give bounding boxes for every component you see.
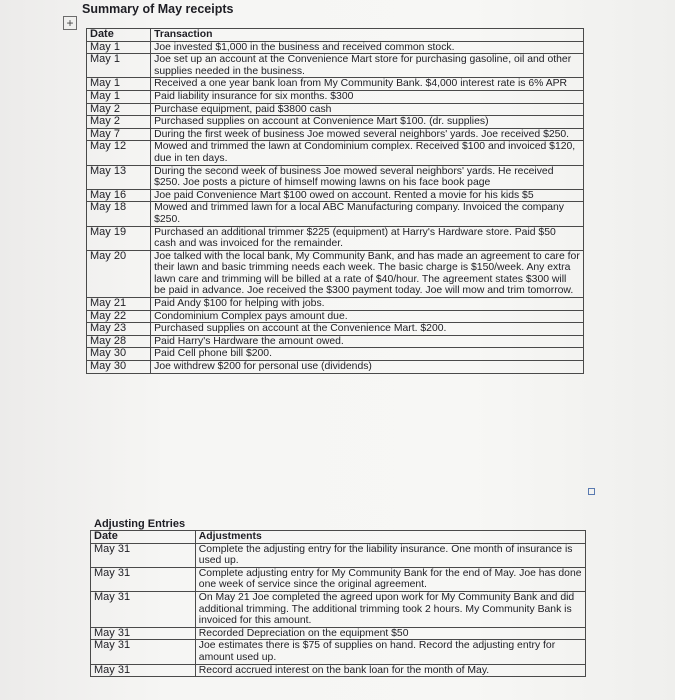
- table-move-handle-icon[interactable]: +: [63, 16, 77, 30]
- row-date: May 16: [87, 189, 151, 202]
- row-text: Mowed and trimmed the lawn at Condominium complex. Received $100 and invoiced $120, due in ten days.: [151, 141, 584, 165]
- table-row: [87, 335, 584, 348]
- row-date: May 19: [87, 226, 151, 250]
- table-row: [87, 128, 584, 141]
- row-date: May 22: [87, 310, 151, 323]
- row-date: May 31: [91, 664, 196, 677]
- table-row: [87, 54, 584, 78]
- page-title: Summary of May receipts: [82, 2, 234, 16]
- row-text: Paid Andy $100 for helping with jobs.: [151, 298, 584, 311]
- row-text: Paid liability insurance for six months. $300: [151, 90, 584, 103]
- row-text: Joe set up an account at the Convenience Mart store for purchasing gasoline, oil and other supplies needed in the business.: [151, 54, 584, 78]
- table-row: [87, 78, 584, 91]
- row-text: Joe talked with the local bank, My Community Bank, and has made an agreement to care for their lawn and basic trimming needs each week. The basic charge is $150/week. Any extra lawn care and trimming will be billed at a rate of $40/hour. The agreement states $300 will be paid in advance. Joe received the $300 payment today. Joe will mow and trim tomorrow.: [151, 250, 584, 297]
- row-text: During the second week of business Joe mowed several neighbors' yards. He received $250. Joe posts a picture of himself mowing lawns on his face book page: [151, 165, 584, 189]
- row-date: May 18: [87, 202, 151, 226]
- table-row: [87, 103, 584, 116]
- row-text: Condominium Complex pays amount due.: [151, 310, 584, 323]
- table-row: [87, 310, 584, 323]
- table-row: [87, 189, 584, 202]
- table-row: [87, 90, 584, 103]
- row-date: May 20: [87, 250, 151, 297]
- table-row: [91, 591, 586, 627]
- row-text: Joe withdrew $200 for personal use (dividends): [151, 361, 584, 374]
- row-text: Purchased an additional trimmer $225 (equipment) at Harry's Hardware store. Paid $50 cash and was invoiced for the remainder.: [151, 226, 584, 250]
- table-row: [91, 543, 586, 567]
- row-text: Purchase equipment, paid $3800 cash: [151, 103, 584, 116]
- row-date: May 2: [87, 116, 151, 129]
- row-date: May 31: [91, 627, 196, 640]
- row-date: May 7: [87, 128, 151, 141]
- table-row: [91, 640, 586, 664]
- date-header: Date: [91, 531, 196, 544]
- row-date: May 21: [87, 298, 151, 311]
- table-row: [87, 116, 584, 129]
- row-date: May 31: [91, 640, 196, 664]
- row-date: May 2: [87, 103, 151, 116]
- row-date: May 31: [91, 591, 196, 627]
- table-row: [91, 627, 586, 640]
- row-date: May 12: [87, 141, 151, 165]
- row-text: On May 21 Joe completed the agreed upon work for My Community Bank and did additional trimming. The additional trimming took 2 hours. My Community Bank is invoiced for this amount.: [195, 591, 585, 627]
- row-text: Purchased supplies on account at the Convenience Mart. $200.: [151, 323, 584, 336]
- adjusting-entries-title: Adjusting Entries: [94, 518, 186, 530]
- row-date: May 30: [87, 361, 151, 374]
- adjusting-table: [90, 530, 586, 677]
- row-text: Joe paid Convenience Mart $100 owed on account. Rented a movie for his kids $5: [151, 189, 584, 202]
- table-row: [91, 664, 586, 677]
- table-row: [87, 226, 584, 250]
- row-text: Joe estimates there is $75 of supplies on hand. Record the adjusting entry for amount used up.: [195, 640, 585, 664]
- date-header: Date: [87, 29, 151, 42]
- transaction-header: Transaction: [151, 29, 584, 42]
- table-row: [91, 567, 586, 591]
- row-text: Paid Cell phone bill $200.: [151, 348, 584, 361]
- table-row: [87, 141, 584, 165]
- row-date: May 23: [87, 323, 151, 336]
- row-text: Mowed and trimmed lawn for a local ABC Manufacturing company. Invoiced the company $250.: [151, 202, 584, 226]
- table-resize-handle[interactable]: [588, 488, 595, 495]
- row-date: May 30: [87, 348, 151, 361]
- table-row: [87, 323, 584, 336]
- row-text: Purchased supplies on account at Convenience Mart $100. (dr. supplies): [151, 116, 584, 129]
- transactions-table: [86, 28, 584, 374]
- row-text: During the first week of business Joe mowed several neighbors' yards. Joe received $250.: [151, 128, 584, 141]
- table-header-row: [87, 29, 584, 42]
- row-text: Complete the adjusting entry for the liability insurance. One month of insurance is used up.: [195, 543, 585, 567]
- row-date: May 1: [87, 41, 151, 54]
- table-row: [87, 361, 584, 374]
- table-row: [87, 202, 584, 226]
- table-row: [87, 41, 584, 54]
- row-date: May 28: [87, 335, 151, 348]
- row-text: Joe invested $1,000 in the business and received common stock.: [151, 41, 584, 54]
- row-text: Recorded Depreciation on the equipment $50: [195, 627, 585, 640]
- row-date: May 31: [91, 567, 196, 591]
- row-date: May 1: [87, 90, 151, 103]
- table-header-row: [91, 531, 586, 544]
- row-text: Received a one year bank loan from My Community Bank. $4,000 interest rate is 6% APR: [151, 78, 584, 91]
- table-row: [87, 348, 584, 361]
- row-text: Complete adjusting entry for My Community Bank for the end of May. Joe has done one week of service since the original agreement.: [195, 567, 585, 591]
- table-row: [87, 165, 584, 189]
- row-date: May 1: [87, 54, 151, 78]
- adjustments-header: Adjustments: [195, 531, 585, 544]
- row-date: May 31: [91, 543, 196, 567]
- row-date: May 13: [87, 165, 151, 189]
- row-text: Paid Harry's Hardware the amount owed.: [151, 335, 584, 348]
- row-text: Record accrued interest on the bank loan for the month of May.: [195, 664, 585, 677]
- table-row: [87, 298, 584, 311]
- table-row: [87, 250, 584, 297]
- row-date: May 1: [87, 78, 151, 91]
